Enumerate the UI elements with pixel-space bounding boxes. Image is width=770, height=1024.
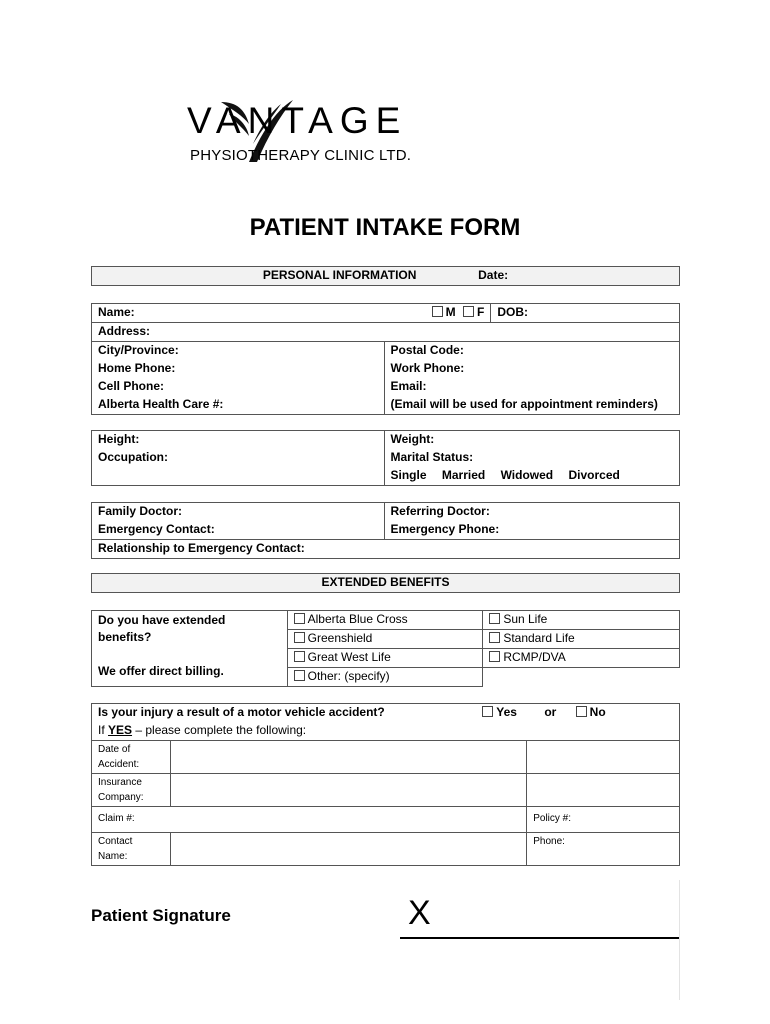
email-field[interactable]: Email: xyxy=(384,378,680,396)
insurance-company-extra[interactable] xyxy=(527,774,680,807)
benefits-question: Do you have extended benefits? We offer direct billing. xyxy=(92,611,288,687)
relationship-field[interactable]: Relationship to Emergency Contact: xyxy=(92,540,680,559)
emergency-phone-field[interactable]: Emergency Phone: xyxy=(384,521,680,540)
policy-number-field[interactable]: Policy #: xyxy=(527,807,680,833)
insurance-company-label: Insurance Company: xyxy=(92,774,171,807)
name-field[interactable]: Name: xyxy=(92,304,385,323)
accident-date-input[interactable] xyxy=(170,741,526,774)
contact-phone-field[interactable]: Phone: xyxy=(527,833,680,866)
marital-status-label: Marital Status: xyxy=(384,449,680,467)
checkbox[interactable] xyxy=(294,613,305,624)
contacts-table xyxy=(91,502,680,559)
height-field[interactable]: Height: xyxy=(92,431,385,450)
brand-subtitle: PHYSIOTHERAPY CLINIC LTD. xyxy=(190,147,412,164)
benefit-option-greenshield[interactable]: Greenshield xyxy=(287,630,483,649)
contact-name-input[interactable] xyxy=(170,833,526,866)
occupation-field[interactable]: Occupation: xyxy=(92,449,385,486)
signature-line[interactable] xyxy=(400,937,679,939)
checkbox[interactable] xyxy=(489,651,500,662)
accident-table xyxy=(91,703,680,866)
section-label-personal: PERSONAL INFORMATION xyxy=(262,268,417,282)
marital-options[interactable] xyxy=(384,467,680,486)
postal-code-field[interactable]: Postal Code: xyxy=(384,342,680,361)
sex-f-checkbox[interactable] xyxy=(463,306,474,317)
sex-selector[interactable]: M F xyxy=(384,304,491,323)
section-label-benefits: EXTENDED BENEFITS xyxy=(321,575,450,589)
home-phone-field[interactable]: Home Phone: xyxy=(92,360,385,378)
form-title: PATIENT INTAKE FORM xyxy=(249,214,521,241)
accident-yes-checkbox[interactable] xyxy=(482,706,493,717)
marital-option-widowed[interactable]: Widowed xyxy=(500,468,554,482)
city-field[interactable]: City/Province: xyxy=(92,342,385,361)
health-care-field[interactable]: Alberta Health Care #: xyxy=(92,396,385,415)
checkbox[interactable] xyxy=(489,632,500,643)
cell-phone-field[interactable]: Cell Phone: xyxy=(92,378,385,396)
email-note: (Email will be used for appointment reminders) xyxy=(384,396,680,415)
benefit-option-alberta-blue-cross[interactable]: Alberta Blue Cross xyxy=(287,611,483,630)
emergency-contact-field[interactable]: Emergency Contact: xyxy=(92,521,385,540)
weight-field[interactable]: Weight: xyxy=(384,431,680,450)
address-field[interactable]: Address: xyxy=(92,323,680,342)
accident-question: Is your injury a result of a motor vehicle accident? Yes or No xyxy=(92,704,680,723)
accident-date-extra[interactable] xyxy=(527,741,680,774)
accident-date-label: Date of Accident: xyxy=(92,741,171,774)
marital-option-married[interactable]: Married xyxy=(441,468,486,482)
claim-number-field[interactable]: Claim #: xyxy=(92,807,527,833)
accident-no-checkbox[interactable] xyxy=(576,706,587,717)
checkbox[interactable] xyxy=(294,632,305,643)
family-doctor-field[interactable]: Family Doctor: xyxy=(92,503,385,522)
personal-info-table xyxy=(91,303,680,415)
benefit-option-standard-life[interactable]: Standard Life xyxy=(483,630,680,649)
sex-m-checkbox[interactable] xyxy=(432,306,443,317)
signature-mark: X xyxy=(408,894,431,932)
brand-name: VANTAGE xyxy=(187,100,408,141)
dob-field[interactable]: DOB: xyxy=(491,304,680,323)
benefit-option-sun-life[interactable]: Sun Life xyxy=(483,611,680,630)
benefit-option-great-west-life[interactable]: Great West Life xyxy=(287,649,483,668)
benefits-table xyxy=(91,610,680,687)
marital-option-single[interactable]: Single xyxy=(390,468,427,482)
signature-label: Patient Signature xyxy=(91,906,231,925)
referring-doctor-field[interactable]: Referring Doctor: xyxy=(384,503,680,522)
marital-option-divorced[interactable]: Divorced xyxy=(568,468,620,482)
checkbox[interactable] xyxy=(294,670,305,681)
direct-billing-note: We offer direct billing. xyxy=(98,664,224,678)
contact-name-label: Contact Name: xyxy=(92,833,171,866)
accident-instructions: If YES – please complete the following: xyxy=(92,722,680,741)
checkbox[interactable] xyxy=(294,651,305,662)
work-phone-field[interactable]: Work Phone: xyxy=(384,360,680,378)
personal-info-header xyxy=(91,266,680,286)
insurance-company-input[interactable] xyxy=(170,774,526,807)
benefit-option-other[interactable]: Other: (specify) xyxy=(287,668,483,687)
date-label[interactable]: Date: xyxy=(478,268,509,282)
benefits-header xyxy=(91,573,680,593)
physical-info-table xyxy=(91,430,680,486)
page-edge-divider xyxy=(679,880,680,1000)
benefit-option-rcmp-dva[interactable]: RCMP/DVA xyxy=(483,649,680,668)
checkbox[interactable] xyxy=(489,613,500,624)
